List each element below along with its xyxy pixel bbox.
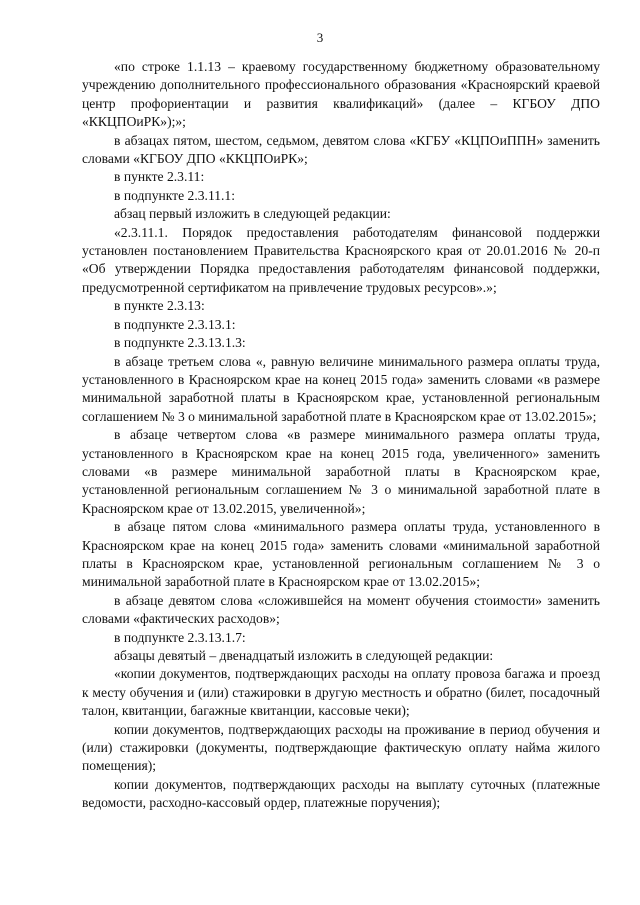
paragraph: в абзаце третьем слова «, равную величине минимального размера оплаты труда, установленного в Красноярском крае на конец 2015 года» заменить словами «в размере минимальной заработной платы в Красноярском крае, установленной региональным соглашением № 3 о минимальной заработной плате в Красноярском крае от 13.02.2015»; — [82, 353, 600, 424]
paragraph: в абзаце пятом слова «минимального размера оплаты труда, установленного в Красноярском крае на конец 2015 года» заменить словами «минимальной заработной платы в Красноярском крае, установленной региональным соглашением № 3 о минимальной заработной плате в Красноярском крае от 13.02.2015»; — [82, 519, 600, 590]
paragraph: в подпункте 2.3.13.1.7: — [114, 629, 246, 645]
paragraph: в подпункте 2.3.13.1: — [114, 316, 236, 332]
document-body — [82, 58, 600, 813]
paragraph: копии документов, подтверждающих расходы на выплату суточных (платежные ведомости, расходно-кассовый ордер, платежные поручения); — [82, 776, 600, 811]
paragraph: в абзаце четвертом слова «в размере минимального размера оплаты труда, установленного в Красноярском крае на конец 2015 года, увеличенного» заменить словами «в размере минимальной заработной платы в Красноярском крае, установленной региональным соглашением № 3 о минимальной заработной плате в Красноярском крае от 13.02.2015, увеличенной»; — [82, 427, 600, 516]
paragraph: в пункте 2.3.11: — [114, 169, 205, 185]
paragraph: «по строке 1.1.13 – краевому государственному бюджетному образовательному учреждению дополнительного профессионального образования «Красноярский краевой центр профориентации и развития квалификаций» (далее – КГБОУ ДПО «ККЦПОиРК»);»; — [82, 59, 600, 130]
paragraph: абзацы девятый – двенадцатый изложить в следующей редакции: — [114, 648, 494, 663]
paragraph: в подпункте 2.3.13.1.3: — [114, 335, 246, 351]
paragraph: в пункте 2.3.13: — [114, 298, 205, 314]
paragraph: копии документов, подтверждающих расходы на проживание в период обучения и (или) стажировки (документы, подтверждающие фактическую оплату найма жилого помещения); — [82, 721, 600, 774]
page-number: 3 — [316, 30, 324, 45]
paragraph: в подпункте 2.3.11.1: — [114, 187, 236, 203]
paragraph: «2.3.11.1. Порядок предоставления работодателям финансовой поддержки установлен постановлением Правительства Красноярского края от 20.01.2016 № 20-п «Об утверждении Порядка предоставления работодателям финансовой поддержки, предусмотренной сертификатом на привлечение трудовых ресурсов».»; — [82, 224, 600, 295]
paragraph: «копии документов, подтверждающих расходы на оплату провоза багажа и проезд к месту обучения и (или) стажировки в другую местность и обратно (билет, посадочный талон, квитанции, багажные квитанции, кассовые чеки); — [82, 666, 600, 719]
paragraph: абзац первый изложить в следующей редакции: — [114, 206, 391, 222]
paragraph: в абзацах пятом, шестом, седьмом, девятом слова «КГБУ «КЦПОиППН» заменить словами «КГБОУ ДПО «ККЦПОиРК»; — [82, 132, 600, 167]
paragraph: в абзаце девятом слова «сложившейся на момент обучения стоимости» заменить словами «фактических расходов»; — [82, 592, 600, 627]
